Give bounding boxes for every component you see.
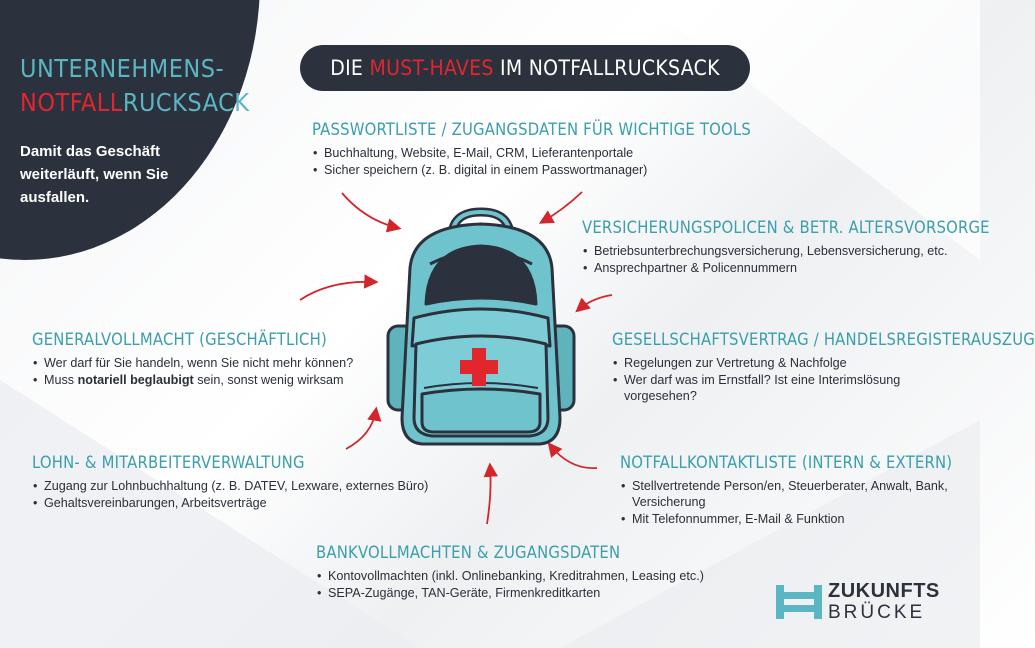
- section-insurance-title: VERSICHERUNGSPOLICEN & BETR. ALTERSVORSORGE: [582, 218, 990, 237]
- section-payroll-title: LOHN- & MITARBEITERVERWALTUNG: [32, 453, 305, 472]
- list-item: • Zugang zur Lohnbuchhaltung (z. B. DATEV, Lexware, externes Büro): [44, 478, 428, 494]
- section-passwords-title: PASSWORTLISTE / ZUGANGSDATEN FÜR WICHTIGE TOOLS: [312, 120, 751, 139]
- list-item: • Ansprechpartner & Policennummern: [594, 260, 990, 276]
- header-highlight: MUST-HAVES: [369, 56, 494, 80]
- corner-subtitle: Damit das Geschäft weiterläuft, wenn Sie ausfallen.: [20, 143, 169, 206]
- list-item: • Mit Telefonnummer, E-Mail & Funktion: [632, 511, 962, 527]
- section-poa-title: GENERALVOLLMACHT (GESCHÄFTLICH): [32, 330, 327, 349]
- list-item: • Betriebsunterbrechungsversicherung, Lebensversicherung, etc.: [594, 243, 990, 259]
- logo-text-line1: ZUKUNFTS: [828, 580, 940, 602]
- section-contract-title: GESELLSCHAFTSVERTRAG / HANDELSREGISTERAUSZUG: [612, 330, 1035, 349]
- corner-title-red: NOTFALL: [20, 88, 123, 117]
- list-item: • Buchhaltung, Website, E-Mail, CRM, Lieferantenportale: [324, 145, 751, 161]
- section-contacts-title: NOTFALLKONTAKTLISTE (INTERN & EXTERN): [620, 453, 953, 472]
- list-item: • Wer darf was im Ernstfall? Ist eine Interimslösung vorgesehen?: [624, 372, 914, 404]
- list-item: • Regelungen zur Vertretung & Nachfolge: [624, 355, 914, 371]
- list-item: • SEPA-Zugänge, TAN-Geräte, Firmenkreditkarten: [328, 585, 704, 601]
- poa-item2-pre: Muss: [44, 373, 78, 387]
- header-post: IM NOTFALLRUCKSACK: [493, 56, 720, 80]
- list-item: • Stellvertretende Person/en, Steuerberater, Anwalt, Bank, Versicherung: [632, 478, 962, 510]
- arrow-poa: [300, 282, 375, 300]
- list-item: • Gehaltsvereinbarungen, Arbeitsverträge: [44, 495, 428, 511]
- poa-item2-bold: notariell beglaubigt: [77, 373, 194, 387]
- corner-title-rest: RUCKSACK: [122, 88, 250, 117]
- section-bank-title: BANKVOLLMACHTEN & ZUGANGSDATEN: [316, 543, 621, 562]
- header-pre: DIE: [330, 56, 370, 80]
- corner-title-line1: UNTERNEHMENS-: [20, 54, 225, 83]
- list-item: • Wer darf für Sie handeln, wenn Sie nicht mehr können?: [44, 355, 353, 371]
- bridge-logo-icon: [776, 581, 822, 623]
- list-item: • Kontovollmachten (inkl. Onlinebanking, Kreditrahmen, Leasing etc.): [328, 568, 704, 584]
- poa-item2-post: sein, sonst wenig wirksam: [193, 373, 344, 387]
- list-item: • Sicher speichern (z. B. digital in einem Passwortmanager): [324, 162, 751, 178]
- arrow-bank: [487, 466, 491, 524]
- backpack-icon: [370, 208, 592, 458]
- logo-text-line2: BRÜCKE: [828, 602, 926, 623]
- zukunftsbruecke-logo: [776, 580, 940, 624]
